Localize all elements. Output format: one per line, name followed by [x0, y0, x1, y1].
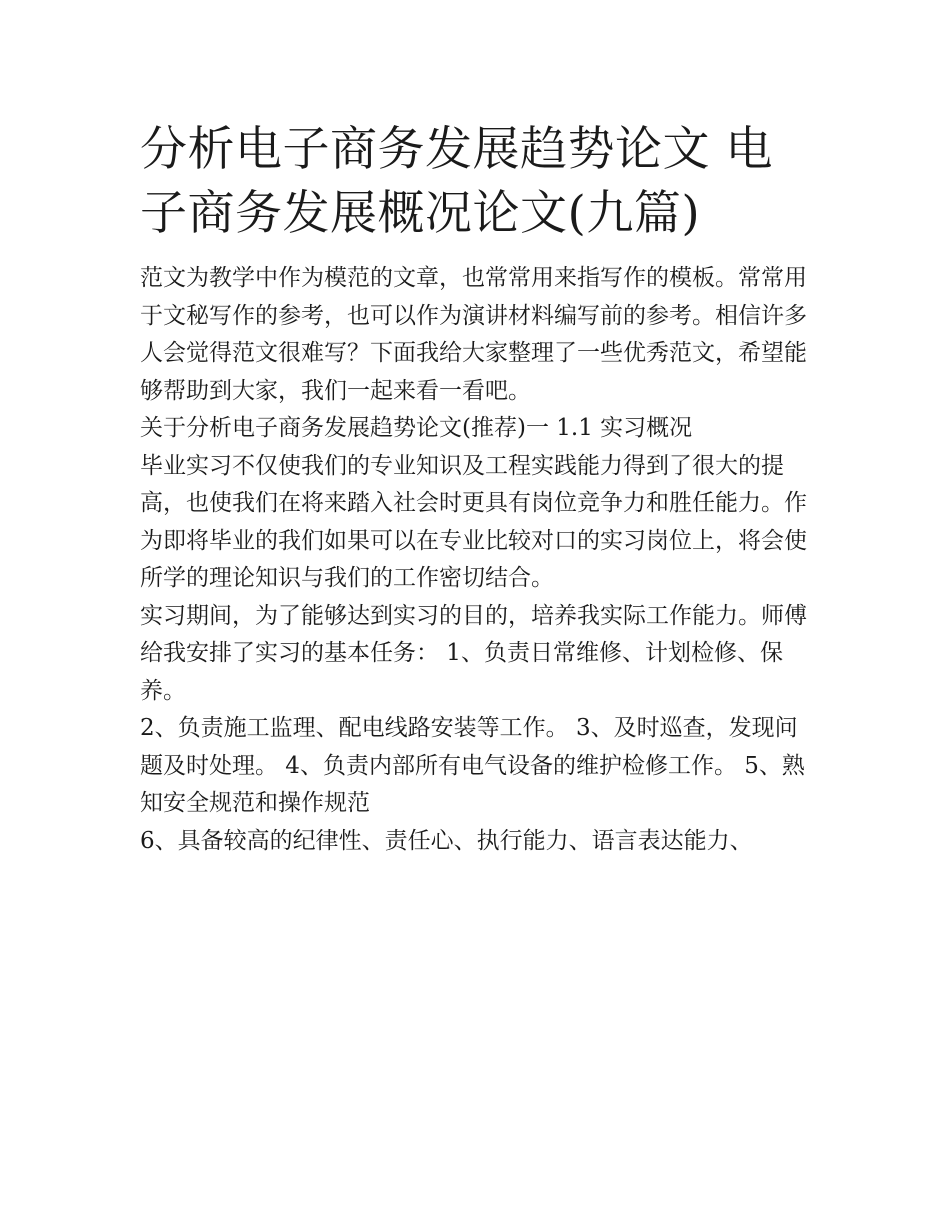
paragraph-section-heading: 关于分析电子商务发展趋势论文(推荐)一 1.1 实习概况: [140, 415, 693, 441]
paragraph-task-list: 2、负责施工监理、配电线路安装等工作。 3、及时巡查，发现问题及时处理。 4、负责内部所有电气设备的维护检修工作。 5、熟知安全规范和操作规范: [140, 715, 805, 816]
paragraph-requirements: 6、具备较高的纪律性、责任心、执行能力、语言表达能力、: [140, 827, 753, 854]
paragraph-intro: 范文为教学中作为模范的文章，也常常用来指写作的模板。常常用于文秘写作的参考，也可以作为演讲材料编写前的参考。相信许多人会觉得范文很难写？下面我给大家整理了一些优秀范文，希望能够帮助到大家，我们一起来看一看吧。: [140, 265, 807, 404]
document-page: [140, 118, 815, 860]
document-title: 分析电子商务发展趋势论文 电子商务发展概况论文(九篇): [140, 122, 773, 241]
paragraph-internship-tasks: 实习期间，为了能够达到实习的目的，培养我实际工作能力。师傅给我安排了实习的基本任务： 1、负责日常维修、计划检修、保养。: [140, 602, 807, 704]
paragraph-internship-overview: 毕业实习不仅使我们的专业知识及工程实践能力得到了很大的提高，也使我们在将来踏入社会时更具有岗位竞争力和胜任能力。作为即将毕业的我们如果可以在专业比较对口的实习岗位上，将会使所学的理论知识与我们的工作密切结合。: [140, 452, 807, 591]
